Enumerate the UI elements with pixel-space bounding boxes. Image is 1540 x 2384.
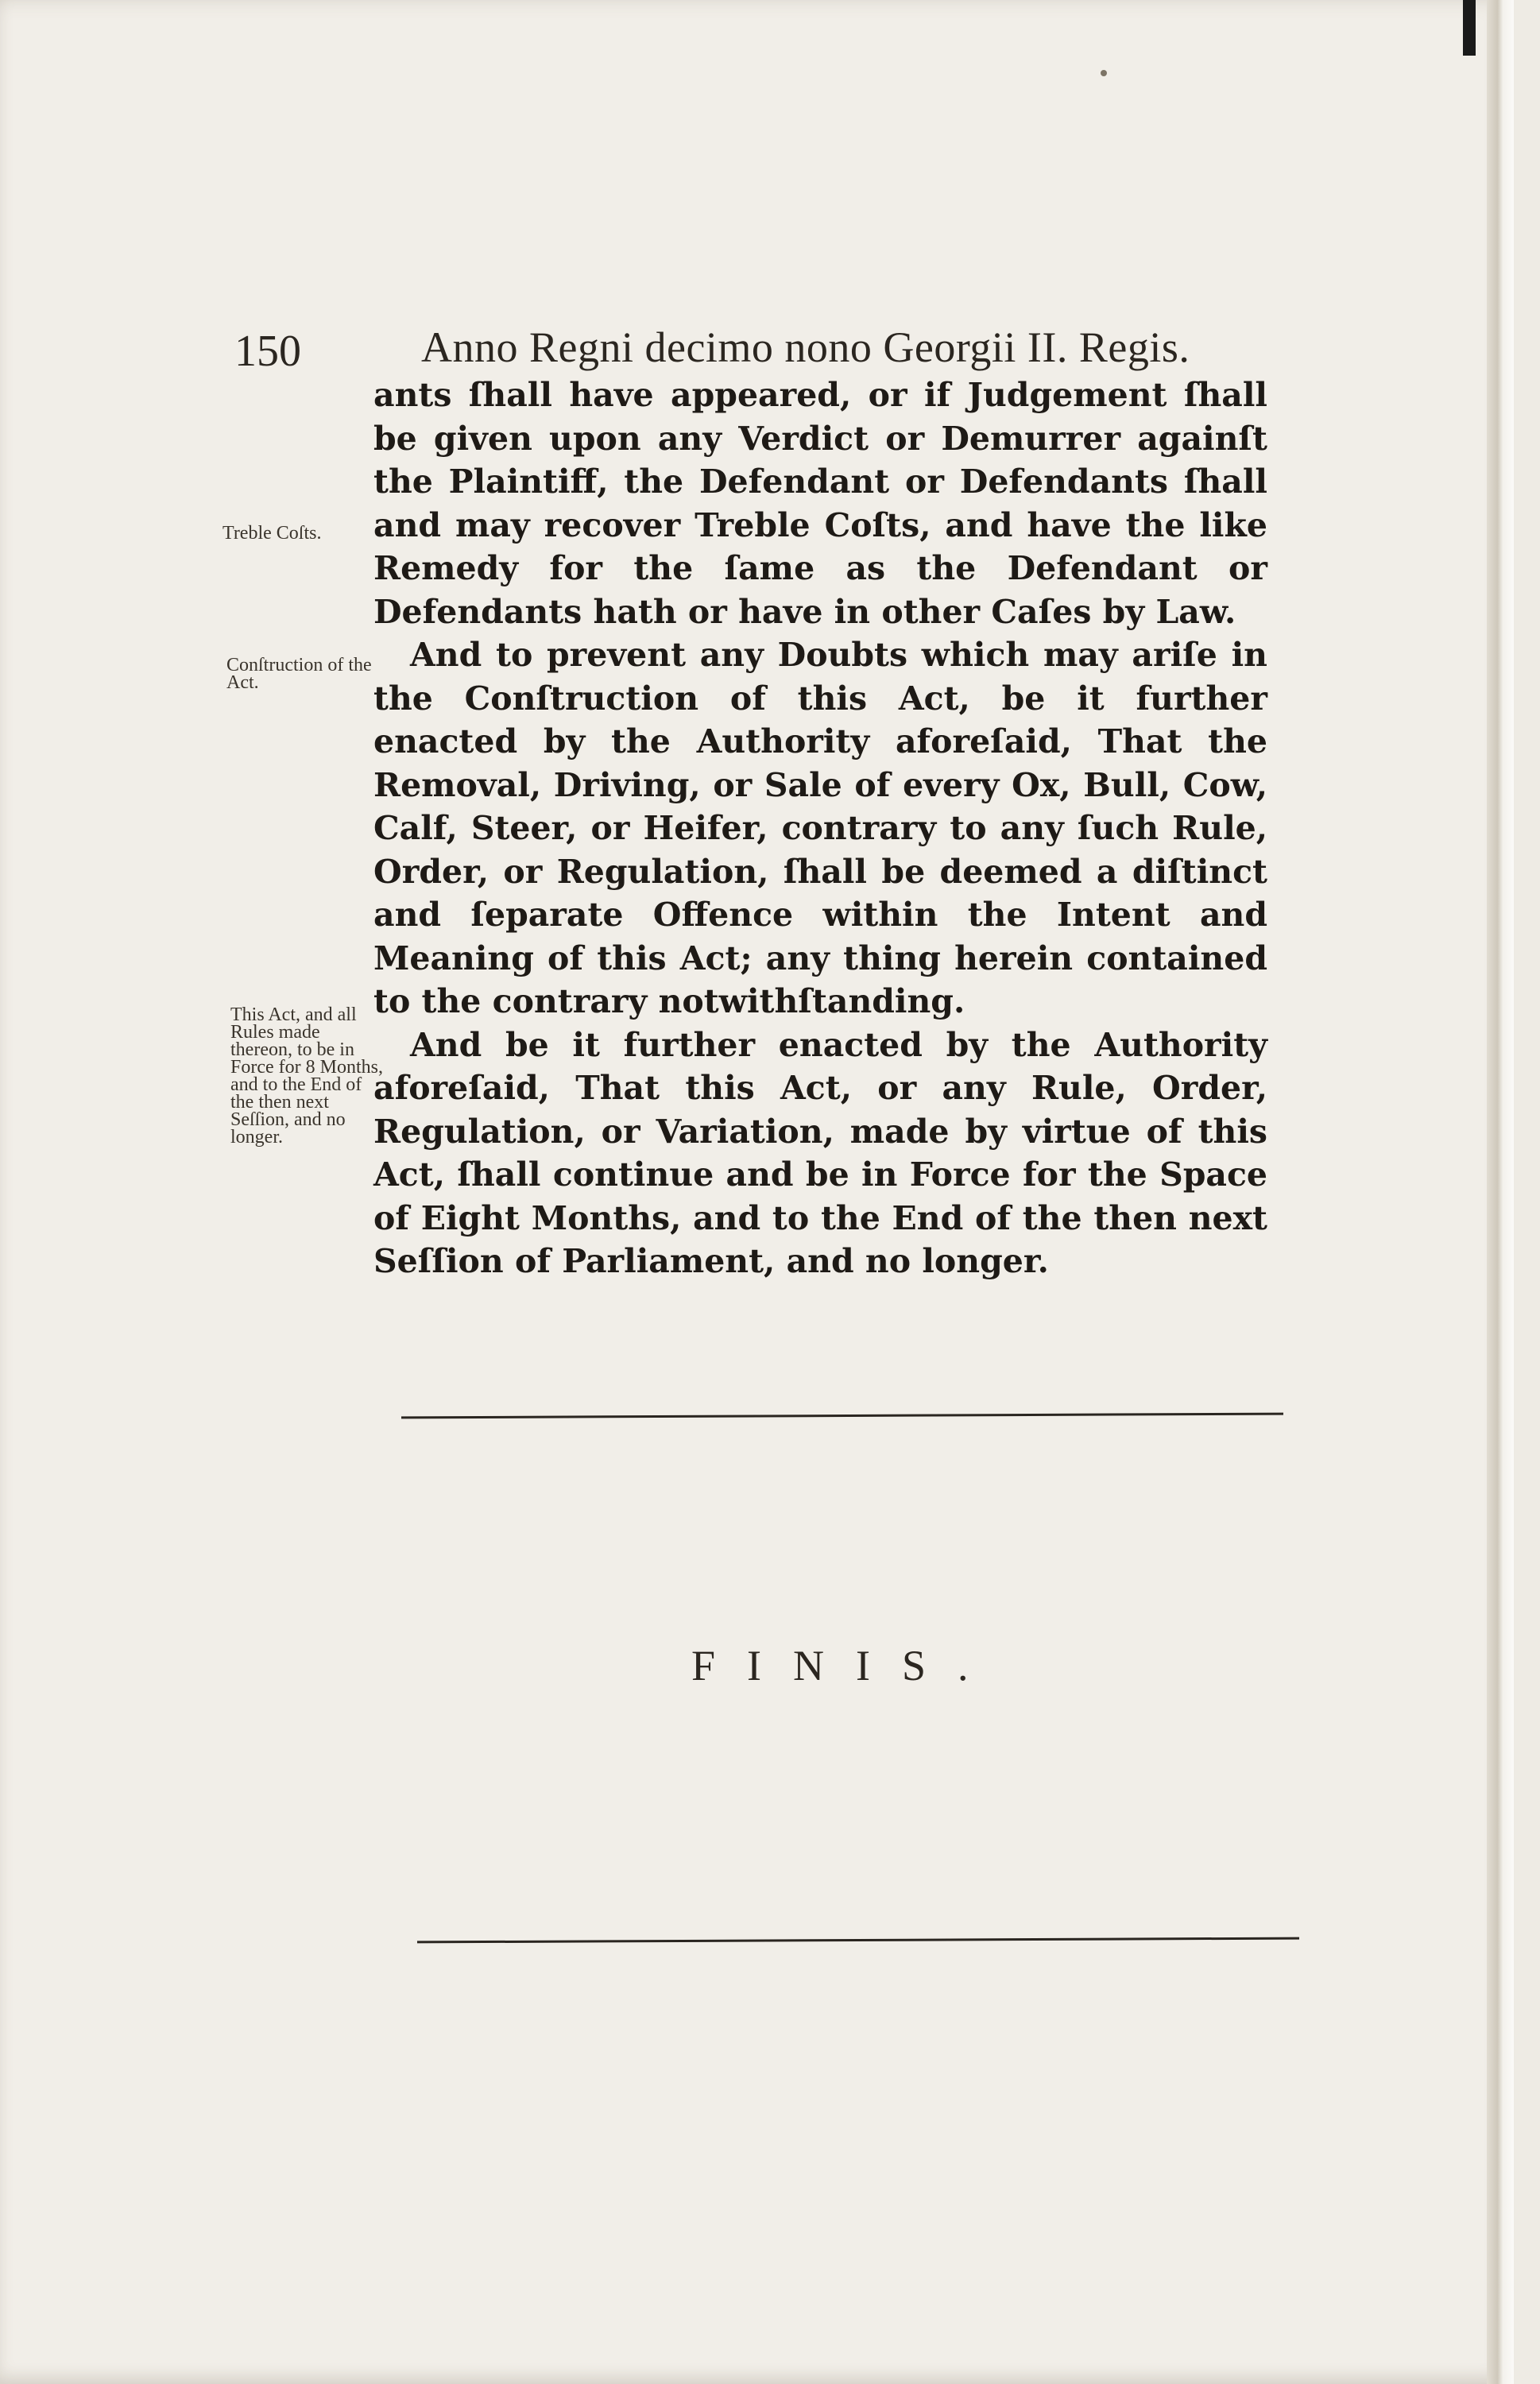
finis-text: FINIS. <box>691 1642 1000 1689</box>
running-head-title: Anno Regni decimo nono Georgii II. Regis. <box>421 323 1190 371</box>
act-body-text <box>373 373 1267 1283</box>
page-edge-shadow <box>1463 0 1476 56</box>
horizontal-rule <box>401 1413 1283 1419</box>
paragraph-duration: And be it further enacted by the Authority aforeſaid, That this Act, or any Rule, Order, Regulation, or Variation, made by virtue of this Act, ſhall continue and be in Force for the Space of Eight Months, and to the End of the then next Seſſion of Parliament, and no longer. <box>373 1025 1267 1280</box>
paragraph-treble-costs: ants ſhall have appeared, or if Judgement ſhall be given upon any Verdict or Demurrer againſt the Plaintiff, the Defendant or Defendants ſhall and may recover Treble Coſts, and have the like Remedy for the ſame as the Defendant or Defendants hath or have in other Caſes by Law. <box>373 376 1267 631</box>
paper-speck <box>1101 70 1107 76</box>
running-head <box>0 318 1319 381</box>
margin-note-duration: This Act, and all Rules made thereon, to be in Force for 8 Months, and to the End of the then next Seſſion, and no longer. <box>230 1004 383 1147</box>
horizontal-rule <box>417 1937 1299 1944</box>
page-number: 150 <box>234 327 301 376</box>
paragraph-construction: And to prevent any Doubts which may ariſe in the Conſtruction of this Act, be it further enacted by the Authority aforeſaid, That the Removal, Driving, or Sale of every Ox, Bull, Cow, Calf, Steer, or Heifer, contrary to any ſuch Rule, Order, or Regulation, ſhall be deemed a diſtinct and ſeparate Offence within the Intent and Meaning of this Act; any thing herein contained to the contrary notwithſtanding. <box>373 636 1267 1020</box>
page-edge <box>1487 0 1514 2384</box>
margin-note-treble-costs: Treble Coſts. <box>222 523 322 544</box>
margin-note-construction: Conſtruction of the Act. <box>226 655 372 693</box>
